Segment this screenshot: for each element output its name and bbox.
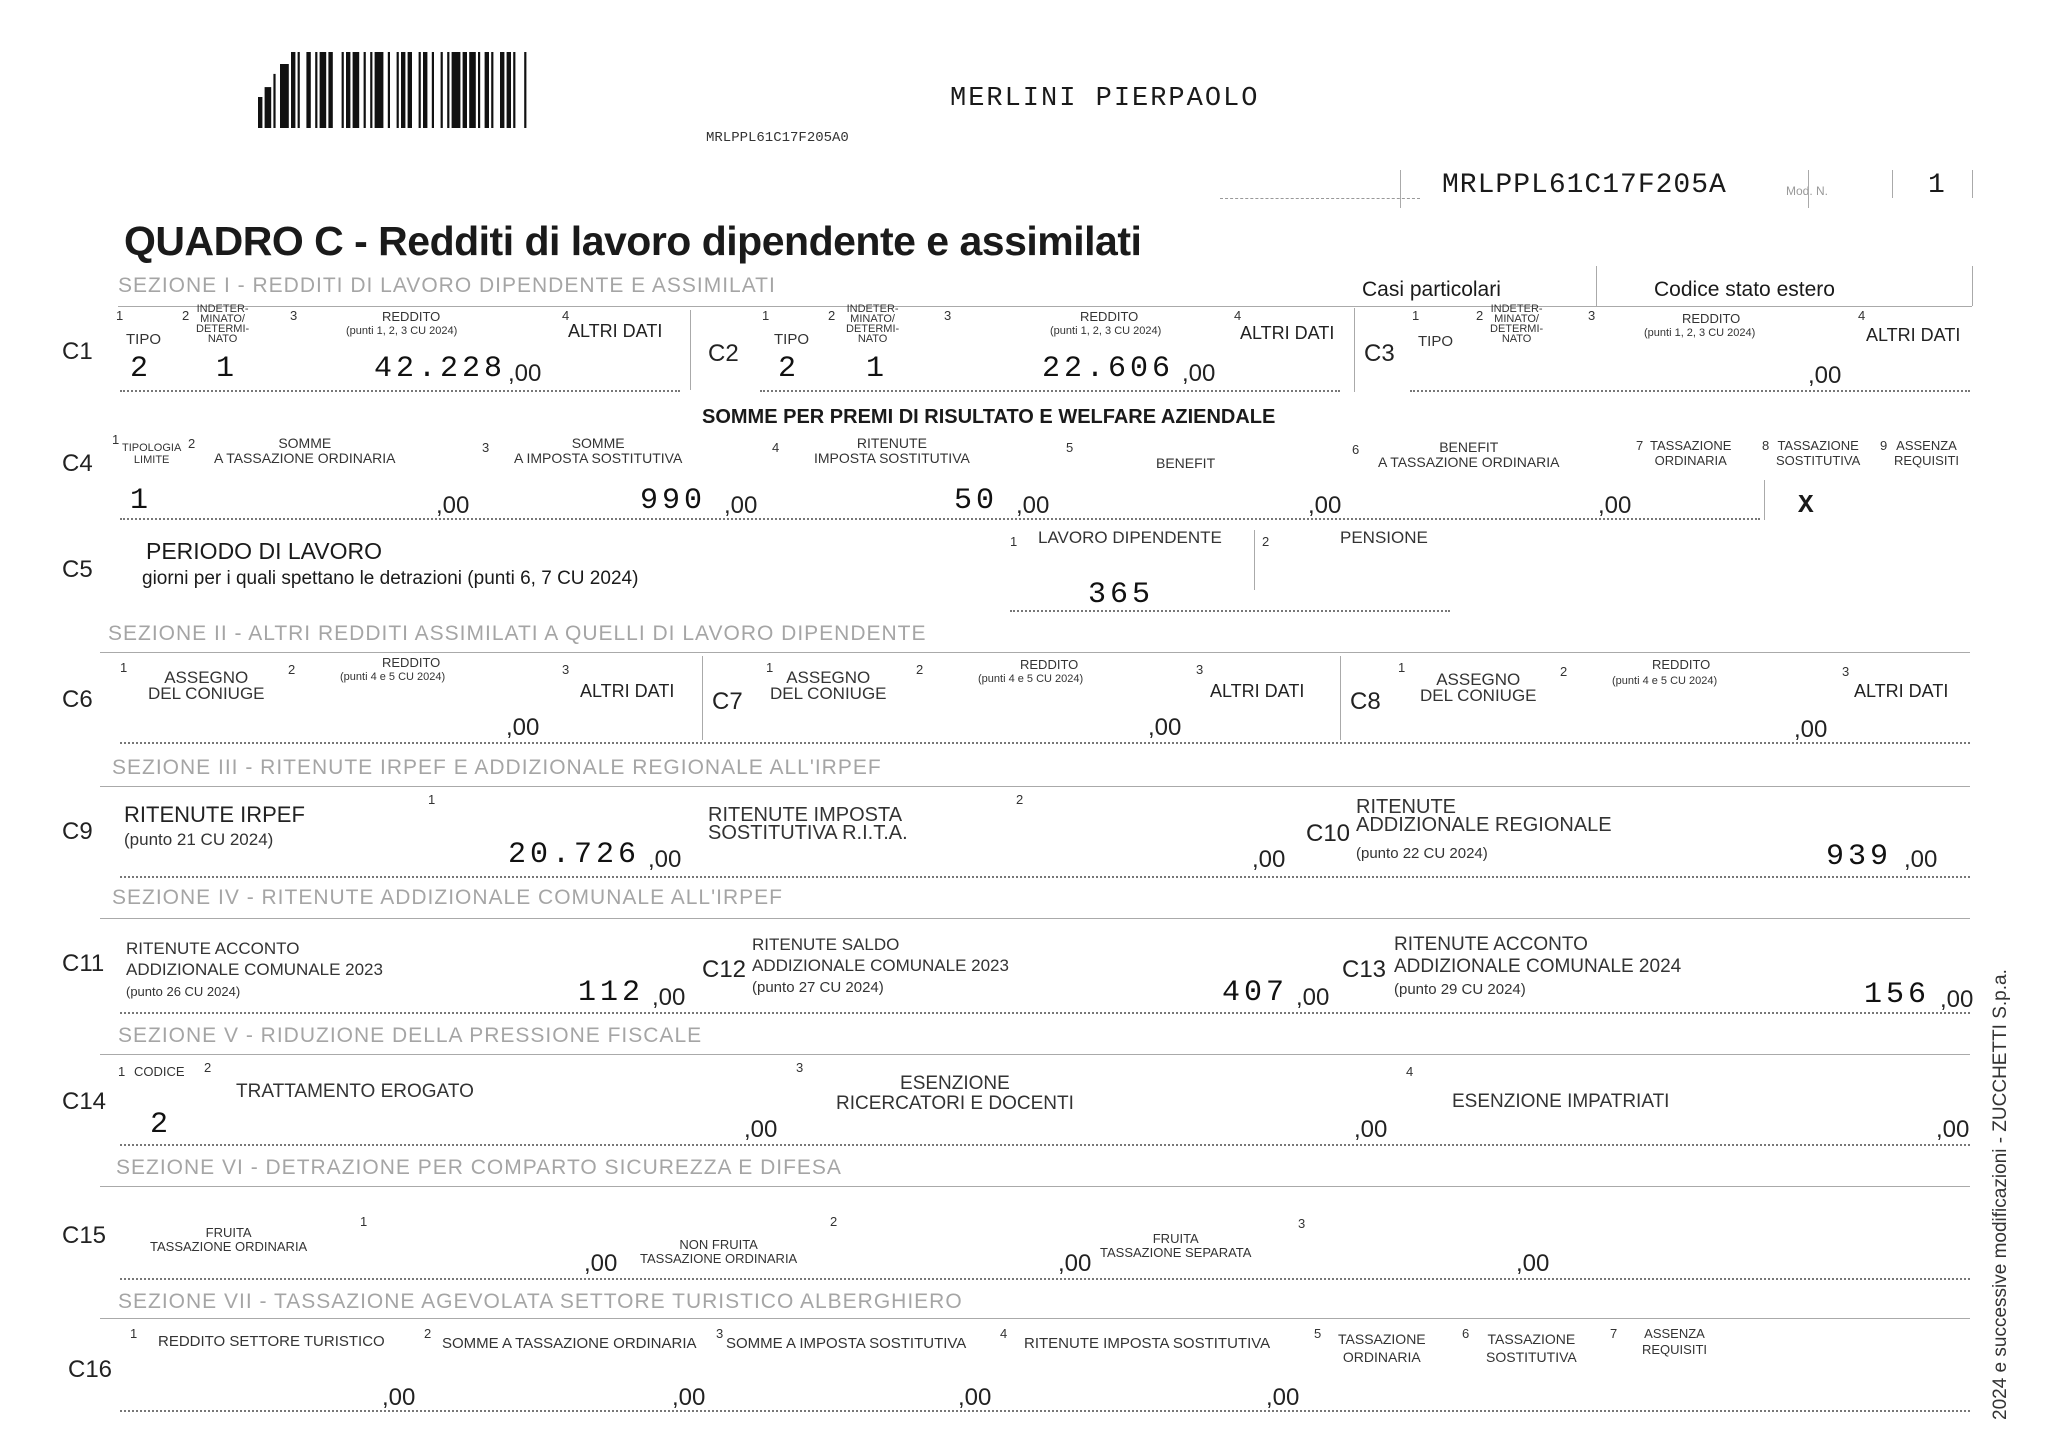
c4-tass-ord-label: TASSAZIONE ORDINARIA: [1650, 438, 1732, 468]
c4-col1-num: 1: [112, 432, 120, 447]
c4-ritenute-value[interactable]: 50: [954, 484, 999, 518]
c14-esenz-ric-label: ESENZIONE RICERCATORI E DOCENTI: [836, 1073, 1074, 1114]
c15-col3-num: 3: [1298, 1216, 1306, 1231]
c16-rit-sost-label: RITENUTE IMPOSTA SOSTITUTIVA: [1024, 1335, 1271, 1352]
c16-col5-num: 5: [1314, 1326, 1322, 1341]
c4-tipologia-value[interactable]: 1: [130, 484, 153, 518]
c15-fruita-sep-label: FRUITA TASSAZIONE SEPARATA: [1100, 1231, 1252, 1260]
c16-tass-sost-label: TASSAZIONE SOSTITUTIVA: [1486, 1331, 1577, 1365]
c4-ritenute-dec: ,00: [1016, 492, 1050, 519]
c4-col2-num: 2: [188, 436, 196, 451]
row-c15-id: C15: [62, 1222, 107, 1249]
c14-col3-num: 3: [796, 1060, 804, 1075]
c16-rit-sost-dec: ,00: [1266, 1384, 1300, 1411]
section-3-title: SEZIONE III - RITENUTE IRPEF E ADDIZIONALE REGIONALE ALL'IRPEF: [112, 756, 882, 779]
c7-assegno-label: ASSEGNO DEL CONIUGE: [770, 668, 887, 703]
c4-somme-sost-label: SOMME A IMPOSTA SOSTITUTIVA: [514, 435, 683, 466]
c10-punto-hint: (punto 22 CU 2024): [1356, 845, 1488, 862]
row-c13-id: C13: [1342, 956, 1387, 983]
c4-somme-ord-dec: ,00: [436, 492, 470, 519]
c14-tratt-label: TRATTAMENTO EROGATO: [236, 1081, 474, 1102]
c16-tass-ord-label: TASSAZIONE ORDINARIA: [1338, 1331, 1426, 1365]
c15-fruita-ord-dec: ,00: [584, 1250, 618, 1277]
c15-col2-num: 2: [830, 1214, 838, 1229]
row-c8-id: C8: [1350, 688, 1381, 715]
c4-somme-ord-label: SOMME A TASSAZIONE ORDINARIA: [214, 435, 396, 466]
c4-assenza-label: ASSENZA REQUISITI: [1894, 438, 1960, 468]
c10-dec: ,00: [1904, 846, 1938, 873]
c1-col4-num: 4: [562, 308, 570, 323]
c15-col1-num: 1: [360, 1214, 368, 1229]
c9-ritenute-dec: ,00: [648, 846, 682, 873]
c1-reddito-value[interactable]: 42.228: [374, 352, 507, 386]
c5-periodo-label: PERIODO DI LAVORO: [146, 538, 383, 564]
c6-altri-dati-label: ALTRI DATI: [580, 681, 675, 701]
c11-punto-hint: (punto 26 CU 2024): [126, 984, 241, 999]
barcode: [258, 52, 848, 130]
c15-fruita-ord-label: FRUITA TASSAZIONE ORDINARIA: [150, 1225, 308, 1254]
c14-esenz-imp-dec: ,00: [1936, 1116, 1970, 1143]
c11-label: RITENUTE ACCONTO ADDIZIONALE COMUNALE 2023: [126, 939, 383, 979]
c10-label: RITENUTE ADDIZIONALE REGIONALE: [1356, 796, 1612, 836]
c1-tipo-label: TIPO: [126, 331, 162, 348]
c1-tipo-value[interactable]: 2: [130, 352, 153, 386]
c2-col3-num: 3: [944, 308, 952, 323]
c14-col1-num: 1: [118, 1064, 126, 1079]
c3-indet-label: INDETER- MINATO/ DETERMI- NATO: [1490, 303, 1544, 345]
row-c16-id: C16: [68, 1356, 113, 1383]
welfare-heading: SOMME PER PREMI DI RISULTATO E WELFARE AZIENDALE: [702, 406, 1276, 428]
c2-indet-label: INDETER- MINATO/ DETERMI- NATO: [846, 303, 900, 345]
c8-col3-num: 3: [1842, 664, 1850, 679]
c11-value[interactable]: 112: [578, 976, 645, 1010]
c14-codice-value[interactable]: 2: [150, 1108, 173, 1142]
c7-reddito-dec: ,00: [1148, 714, 1182, 741]
c4-col9-num: 9: [1880, 438, 1888, 453]
c7-col2-num: 2: [916, 662, 924, 677]
row-c1-id: C1: [62, 338, 93, 365]
c14-esenz-ric-dec: ,00: [1354, 1116, 1388, 1143]
c4-somme-sost-dec: ,00: [724, 492, 758, 519]
c10-value[interactable]: 939: [1826, 840, 1893, 874]
row-c6-id: C6: [62, 686, 93, 713]
c1-col3-num: 3: [290, 308, 298, 323]
mod-n-label: Mod. N.: [1786, 184, 1829, 198]
row-c14-id: C14: [62, 1088, 107, 1115]
c16-somme-sost-dec: ,00: [958, 1384, 992, 1411]
c12-label: RITENUTE SALDO ADDIZIONALE COMUNALE 2023: [752, 935, 1009, 975]
c8-col1-num: 1: [1398, 660, 1406, 675]
c16-redd-tur-label: REDDITO SETTORE TURISTICO: [158, 1333, 385, 1350]
c2-tipo-label: TIPO: [774, 331, 810, 348]
c5-col2-num: 2: [1262, 534, 1270, 549]
c9-ritenute-value[interactable]: 20.726: [508, 838, 641, 872]
c1-col2-num: 2: [182, 308, 190, 323]
c9-col1-num: 1: [428, 792, 436, 807]
c15-nonfruita-label: NON FRUITA TASSAZIONE ORDINARIA: [640, 1237, 798, 1266]
row-c5-id: C5: [62, 556, 93, 583]
c13-dec: ,00: [1940, 986, 1974, 1013]
barcode-text: MRLPPL61C17F205A0: [706, 130, 849, 146]
c16-col1-num: 1: [130, 1326, 138, 1341]
c7-reddito-hint: (punti 4 e 5 CU 2024): [978, 673, 1084, 685]
c13-value[interactable]: 156: [1864, 978, 1931, 1012]
c5-col1-num: 1: [1010, 534, 1018, 549]
c6-assegno-label: ASSEGNO DEL CONIUGE: [148, 668, 265, 703]
c4-somme-sost-value[interactable]: 990: [640, 484, 707, 518]
section-1-title: SEZIONE I - REDDITI DI LAVORO DIPENDENTE E ASSIMILATI: [118, 274, 776, 297]
c3-reddito-hint: (punti 1, 2, 3 CU 2024): [1644, 327, 1756, 339]
c3-reddito-dec: ,00: [1808, 362, 1842, 389]
c2-altri-dati-label: ALTRI DATI: [1240, 323, 1335, 343]
c7-col3-num: 3: [1196, 662, 1204, 677]
c2-col2-num: 2: [828, 308, 836, 323]
c15-fruita-sep-dec: ,00: [1516, 1250, 1550, 1277]
c5-giorni-value[interactable]: 365: [1088, 578, 1155, 612]
c1-col1-num: 1: [116, 308, 124, 323]
c13-punto-hint: (punto 29 CU 2024): [1394, 981, 1526, 998]
c4-col7-num: 7: [1636, 438, 1644, 453]
c4-col3-num: 3: [482, 440, 490, 455]
c8-assegno-label: ASSEGNO DEL CONIUGE: [1420, 670, 1537, 705]
c1-reddito-label: REDDITO: [382, 309, 441, 324]
row-c2-id: C2: [708, 340, 739, 367]
c3-altri-dati-label: ALTRI DATI: [1866, 325, 1961, 345]
c1-indet-label: INDETER- MINATO/ DETERMI- NATO: [196, 303, 250, 345]
c3-col1-num: 1: [1412, 308, 1420, 323]
c9-punto-hint: (punto 21 CU 2024): [124, 830, 274, 849]
section-2-title: SEZIONE II - ALTRI REDDITI ASSIMILATI A QUELLI DI LAVORO DIPENDENTE: [108, 622, 927, 645]
c6-reddito-dec: ,00: [506, 714, 540, 741]
c7-reddito-label: REDDITO: [1020, 657, 1079, 672]
codice-fiscale: MRLPPL61C17F205A: [1442, 170, 1727, 201]
c1-altri-dati-label: ALTRI DATI: [568, 321, 663, 341]
c8-altri-dati-label: ALTRI DATI: [1854, 681, 1949, 701]
c16-col2-num: 2: [424, 1326, 432, 1341]
c12-value[interactable]: 407: [1222, 976, 1289, 1010]
c4-tipologia-label: TIPOLOGIA LIMITE: [122, 442, 182, 466]
c8-col2-num: 2: [1560, 664, 1568, 679]
c14-tratt-dec: ,00: [744, 1116, 778, 1143]
section-5-title: SEZIONE V - RIDUZIONE DELLA PRESSIONE FISCALE: [118, 1024, 703, 1047]
row-c4-id: C4: [62, 450, 93, 477]
c6-reddito-hint: (punti 4 e 5 CU 2024): [340, 671, 446, 683]
c16-col6-num: 6: [1462, 1326, 1470, 1341]
c9-ritenute-label: RITENUTE IRPEF: [124, 802, 305, 827]
c15-nonfruita-dec: ,00: [1058, 1250, 1092, 1277]
row-c12-id: C12: [702, 956, 747, 983]
c8-reddito-dec: ,00: [1794, 716, 1828, 743]
c7-col1-num: 1: [766, 660, 774, 675]
c5-giorni-label: giorni per i quali spettano le detrazioni (punti 6, 7 CU 2024): [142, 568, 639, 589]
c16-somme-ord-dec: ,00: [672, 1384, 706, 1411]
row-c9-id: C9: [62, 818, 93, 845]
row-c11-id: C11: [62, 950, 105, 977]
c14-codice-label: CODICE: [134, 1064, 185, 1079]
c5-lav-dip-label: LAVORO DIPENDENTE: [1038, 528, 1222, 547]
c3-col4-num: 4: [1858, 308, 1866, 323]
c1-reddito-dec: ,00: [508, 360, 542, 387]
c1-reddito-hint: (punti 1, 2, 3 CU 2024): [346, 325, 458, 337]
c9-rita-dec: ,00: [1252, 846, 1286, 873]
c2-reddito-value[interactable]: 22.606: [1042, 352, 1175, 386]
c6-reddito-label: REDDITO: [382, 655, 441, 670]
c4-col6-num: 6: [1352, 442, 1360, 457]
c1-indet-value[interactable]: 1: [216, 352, 239, 386]
c4-tass-sost-label: TASSAZIONE SOSTITUTIVA: [1776, 438, 1861, 468]
c4-col4-num: 4: [772, 440, 780, 455]
taxpayer-name: MERLINI PIERPAOLO: [950, 84, 1260, 114]
row-c10-id: C10: [1306, 820, 1351, 847]
c3-col3-num: 3: [1588, 308, 1596, 323]
c13-label: RITENUTE ACCONTO ADDIZIONALE COMUNALE 2024: [1394, 934, 1682, 977]
c8-reddito-hint: (punti 4 e 5 CU 2024): [1612, 675, 1718, 687]
section-6-title: SEZIONE VI - DETRAZIONE PER COMPARTO SICUREZZA E DIFESA: [116, 1156, 842, 1179]
c14-esenz-imp-label: ESENZIONE IMPATRIATI: [1452, 1091, 1670, 1112]
c6-col3-num: 3: [562, 662, 570, 677]
c2-col1-num: 1: [762, 308, 770, 323]
row-c3-id: C3: [1364, 340, 1395, 367]
mod-n-value: 1: [1928, 170, 1945, 201]
page-title: QUADRO C - Redditi di lavoro dipendente e assimilati: [124, 218, 1142, 264]
c3-col2-num: 2: [1476, 308, 1484, 323]
casi-particolari-label: Casi particolari: [1362, 278, 1501, 301]
c2-tipo-value[interactable]: 2: [778, 352, 801, 386]
c4-benefit-dec: ,00: [1308, 492, 1342, 519]
c4-benefit-ord-dec: ,00: [1598, 492, 1632, 519]
c14-col4-num: 4: [1406, 1064, 1414, 1079]
c16-somme-ord-label: SOMME A TASSAZIONE ORDINARIA: [442, 1335, 697, 1352]
c8-reddito-label: REDDITO: [1652, 657, 1711, 672]
c16-col4-num: 4: [1000, 1326, 1008, 1341]
c7-altri-dati-label: ALTRI DATI: [1210, 681, 1305, 701]
c4-benefit-ord-label: BENEFIT A TASSAZIONE ORDINARIA: [1378, 439, 1560, 470]
c12-dec: ,00: [1296, 984, 1330, 1011]
c3-reddito-label: REDDITO: [1682, 311, 1741, 326]
c4-benefit-label: BENEFIT: [1156, 455, 1216, 471]
c4-tass-sost-value[interactable]: X: [1798, 490, 1814, 520]
c4-col8-num: 8: [1762, 438, 1770, 453]
c16-assenza-label: ASSENZA REQUISITI: [1642, 1326, 1708, 1357]
c16-col3-num: 3: [716, 1326, 724, 1341]
c11-dec: ,00: [652, 984, 686, 1011]
c2-indet-value[interactable]: 1: [866, 352, 889, 386]
codice-stato-label: Codice stato estero: [1654, 278, 1835, 301]
c9-rita-label: RITENUTE IMPOSTA SOSTITUTIVA R.I.T.A.: [708, 804, 908, 844]
c12-punto-hint: (punto 27 CU 2024): [752, 979, 884, 996]
c14-col2-num: 2: [204, 1060, 212, 1075]
c2-reddito-hint: (punti 1, 2, 3 CU 2024): [1050, 325, 1162, 337]
section-4-title: SEZIONE IV - RITENUTE ADDIZIONALE COMUNALE ALL'IRPEF: [112, 886, 783, 909]
c16-somme-sost-label: SOMME A IMPOSTA SOSTITUTIVA: [726, 1335, 967, 1352]
c5-pensione-label: PENSIONE: [1340, 528, 1428, 547]
c6-col1-num: 1: [120, 660, 128, 675]
c2-reddito-dec: ,00: [1182, 360, 1216, 387]
c2-reddito-label: REDDITO: [1080, 309, 1139, 324]
c16-redd-tur-dec: ,00: [382, 1384, 416, 1411]
side-publisher-text: 2024 e successive modificazioni - ZUCCHETTI S.p.a.: [1990, 969, 2011, 1420]
c4-ritenute-label: RITENUTE IMPOSTA SOSTITUTIVA: [814, 435, 970, 466]
c16-col7-num: 7: [1610, 1326, 1618, 1341]
c6-col2-num: 2: [288, 662, 296, 677]
c3-tipo-label: TIPO: [1418, 333, 1454, 350]
c2-col4-num: 4: [1234, 308, 1242, 323]
c9-col2-num: 2: [1016, 792, 1024, 807]
row-c7-id: C7: [712, 688, 743, 715]
c4-col5-num: 5: [1066, 440, 1074, 455]
section-7-title: SEZIONE VII - TASSAZIONE AGEVOLATA SETTORE TURISTICO ALBERGHIERO: [118, 1290, 963, 1313]
